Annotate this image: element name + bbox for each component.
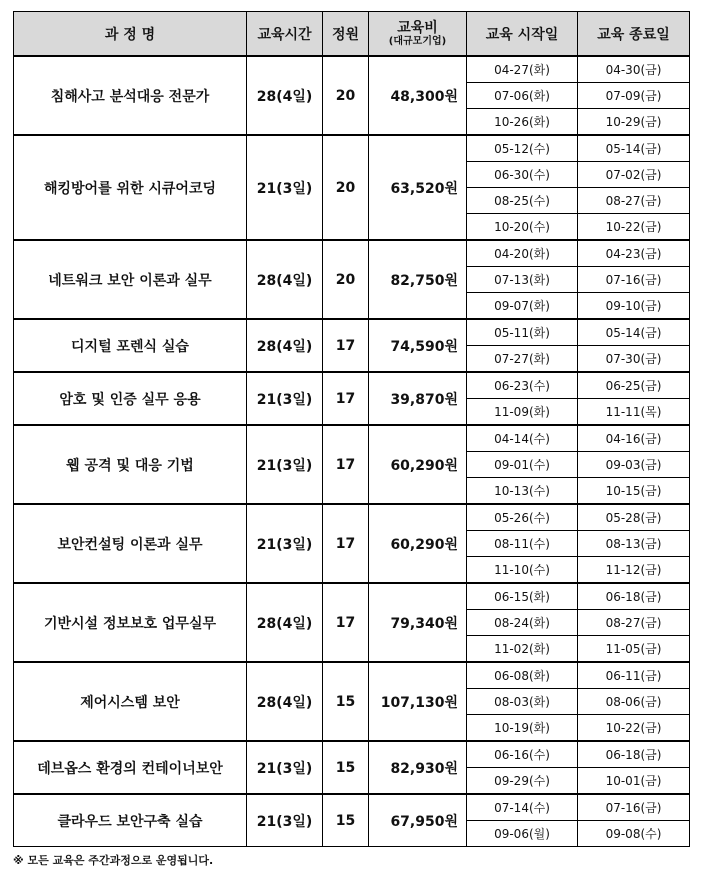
course-capacity: 17 bbox=[323, 425, 369, 504]
course-name: 해킹방어를 위한 시큐어코딩 bbox=[14, 135, 247, 240]
course-fee: 82,930원 bbox=[369, 741, 467, 794]
end-date: 07-30(금) bbox=[578, 346, 690, 373]
end-date: 10-15(금) bbox=[578, 478, 690, 505]
start-date: 09-07(화) bbox=[467, 293, 578, 320]
end-date: 10-01(금) bbox=[578, 768, 690, 795]
course-hours: 28(4일) bbox=[247, 56, 323, 135]
end-date: 05-28(금) bbox=[578, 504, 690, 531]
start-date: 08-25(수) bbox=[467, 188, 578, 214]
start-date: 05-26(수) bbox=[467, 504, 578, 531]
start-date: 07-27(화) bbox=[467, 346, 578, 373]
header-capacity: 정원 bbox=[323, 12, 369, 57]
start-date: 07-14(수) bbox=[467, 794, 578, 821]
footnote: ※ 모든 교육은 주간과정으로 운영됩니다. bbox=[13, 854, 214, 867]
end-date: 10-22(금) bbox=[578, 214, 690, 241]
course-hours: 21(3일) bbox=[247, 741, 323, 794]
start-date: 06-23(수) bbox=[467, 372, 578, 399]
course-hours: 21(3일) bbox=[247, 135, 323, 240]
course-name: 웹 공격 및 대응 기법 bbox=[14, 425, 247, 504]
course-hours: 21(3일) bbox=[247, 372, 323, 425]
course-fee: 39,870원 bbox=[369, 372, 467, 425]
start-date: 10-20(수) bbox=[467, 214, 578, 241]
course-name: 디지털 포렌식 실습 bbox=[14, 319, 247, 372]
end-date: 08-27(금) bbox=[578, 188, 690, 214]
course-name: 보안컨설팅 이론과 실무 bbox=[14, 504, 247, 583]
end-date: 05-14(금) bbox=[578, 319, 690, 346]
table-row bbox=[14, 372, 690, 399]
header-row bbox=[14, 12, 690, 57]
start-date: 04-27(화) bbox=[467, 56, 578, 83]
course-name: 제어시스템 보안 bbox=[14, 662, 247, 741]
start-date: 05-11(화) bbox=[467, 319, 578, 346]
course-hours: 28(4일) bbox=[247, 662, 323, 741]
header-start-date: 교육 시작일 bbox=[467, 12, 578, 57]
start-date: 10-19(화) bbox=[467, 715, 578, 742]
course-capacity: 17 bbox=[323, 583, 369, 662]
course-hours: 28(4일) bbox=[247, 583, 323, 662]
course-capacity: 20 bbox=[323, 135, 369, 240]
start-date: 04-14(수) bbox=[467, 425, 578, 452]
start-date: 09-01(수) bbox=[467, 452, 578, 478]
end-date: 09-10(금) bbox=[578, 293, 690, 320]
course-hours: 21(3일) bbox=[247, 504, 323, 583]
end-date: 06-25(금) bbox=[578, 372, 690, 399]
course-capacity: 15 bbox=[323, 662, 369, 741]
end-date: 08-06(금) bbox=[578, 689, 690, 715]
course-name: 네트워크 보안 이론과 실무 bbox=[14, 240, 247, 319]
course-fee: 79,340원 bbox=[369, 583, 467, 662]
course-name: 암호 및 인증 실무 응용 bbox=[14, 372, 247, 425]
header-fee-main: 교육비 bbox=[397, 20, 438, 36]
start-date: 04-20(화) bbox=[467, 240, 578, 267]
course-capacity: 15 bbox=[323, 741, 369, 794]
end-date: 07-02(금) bbox=[578, 162, 690, 188]
end-date: 04-23(금) bbox=[578, 240, 690, 267]
table-row bbox=[14, 504, 690, 531]
table-row bbox=[14, 741, 690, 768]
course-schedule-table bbox=[13, 11, 690, 847]
table-row bbox=[14, 425, 690, 452]
course-name: 침해사고 분석대응 전문가 bbox=[14, 56, 247, 135]
end-date: 07-16(금) bbox=[578, 267, 690, 293]
table-row bbox=[14, 56, 690, 83]
start-date: 09-29(수) bbox=[467, 768, 578, 795]
table-row bbox=[14, 319, 690, 346]
end-date: 10-29(금) bbox=[578, 109, 690, 136]
start-date: 08-11(수) bbox=[467, 531, 578, 557]
end-date: 06-11(금) bbox=[578, 662, 690, 689]
end-date: 07-16(금) bbox=[578, 794, 690, 821]
table-row bbox=[14, 794, 690, 821]
course-fee: 74,590원 bbox=[369, 319, 467, 372]
course-fee: 60,290원 bbox=[369, 504, 467, 583]
course-fee: 67,950원 bbox=[369, 794, 467, 847]
start-date: 08-03(화) bbox=[467, 689, 578, 715]
header-end-date: 교육 종료일 bbox=[578, 12, 690, 57]
course-capacity: 20 bbox=[323, 240, 369, 319]
start-date: 06-30(수) bbox=[467, 162, 578, 188]
course-capacity: 20 bbox=[323, 56, 369, 135]
course-hours: 21(3일) bbox=[247, 794, 323, 847]
course-fee: 107,130원 bbox=[369, 662, 467, 741]
course-capacity: 17 bbox=[323, 319, 369, 372]
end-date: 06-18(금) bbox=[578, 583, 690, 610]
end-date: 07-09(금) bbox=[578, 83, 690, 109]
start-date: 05-12(수) bbox=[467, 135, 578, 162]
course-name: 기반시설 정보보호 업무실무 bbox=[14, 583, 247, 662]
start-date: 10-26(화) bbox=[467, 109, 578, 136]
end-date: 08-27(금) bbox=[578, 610, 690, 636]
end-date: 04-16(금) bbox=[578, 425, 690, 452]
start-date: 07-06(화) bbox=[467, 83, 578, 109]
end-date: 11-12(금) bbox=[578, 557, 690, 584]
table-row bbox=[14, 135, 690, 162]
table-row bbox=[14, 662, 690, 689]
start-date: 11-02(화) bbox=[467, 636, 578, 663]
course-hours: 28(4일) bbox=[247, 240, 323, 319]
header-fee bbox=[369, 12, 467, 57]
header-course-name: 과 정 명 bbox=[14, 12, 247, 57]
course-capacity: 15 bbox=[323, 794, 369, 847]
start-date: 06-15(화) bbox=[467, 583, 578, 610]
start-date: 07-13(화) bbox=[467, 267, 578, 293]
end-date: 05-14(금) bbox=[578, 135, 690, 162]
course-body bbox=[14, 56, 690, 847]
end-date: 11-11(목) bbox=[578, 399, 690, 426]
start-date: 06-08(화) bbox=[467, 662, 578, 689]
end-date: 04-30(금) bbox=[578, 56, 690, 83]
start-date: 10-13(수) bbox=[467, 478, 578, 505]
course-capacity: 17 bbox=[323, 372, 369, 425]
end-date: 10-22(금) bbox=[578, 715, 690, 742]
end-date: 11-05(금) bbox=[578, 636, 690, 663]
end-date: 09-08(수) bbox=[578, 821, 690, 847]
course-fee: 48,300원 bbox=[369, 56, 467, 135]
course-fee: 63,520원 bbox=[369, 135, 467, 240]
start-date: 08-24(화) bbox=[467, 610, 578, 636]
header-hours: 교육시간 bbox=[247, 12, 323, 57]
course-name: 클라우드 보안구축 실습 bbox=[14, 794, 247, 847]
table-row bbox=[14, 583, 690, 610]
end-date: 08-13(금) bbox=[578, 531, 690, 557]
course-hours: 21(3일) bbox=[247, 425, 323, 504]
table-row bbox=[14, 240, 690, 267]
start-date: 11-09(화) bbox=[467, 399, 578, 426]
header-fee-sub: (대규모기업) bbox=[388, 36, 447, 47]
start-date: 09-06(월) bbox=[467, 821, 578, 847]
course-fee: 82,750원 bbox=[369, 240, 467, 319]
course-name: 데브옵스 환경의 컨테이너보안 bbox=[14, 741, 247, 794]
end-date: 09-03(금) bbox=[578, 452, 690, 478]
start-date: 06-16(수) bbox=[467, 741, 578, 768]
course-fee: 60,290원 bbox=[369, 425, 467, 504]
course-capacity: 17 bbox=[323, 504, 369, 583]
course-hours: 28(4일) bbox=[247, 319, 323, 372]
start-date: 11-10(수) bbox=[467, 557, 578, 584]
end-date: 06-18(금) bbox=[578, 741, 690, 768]
